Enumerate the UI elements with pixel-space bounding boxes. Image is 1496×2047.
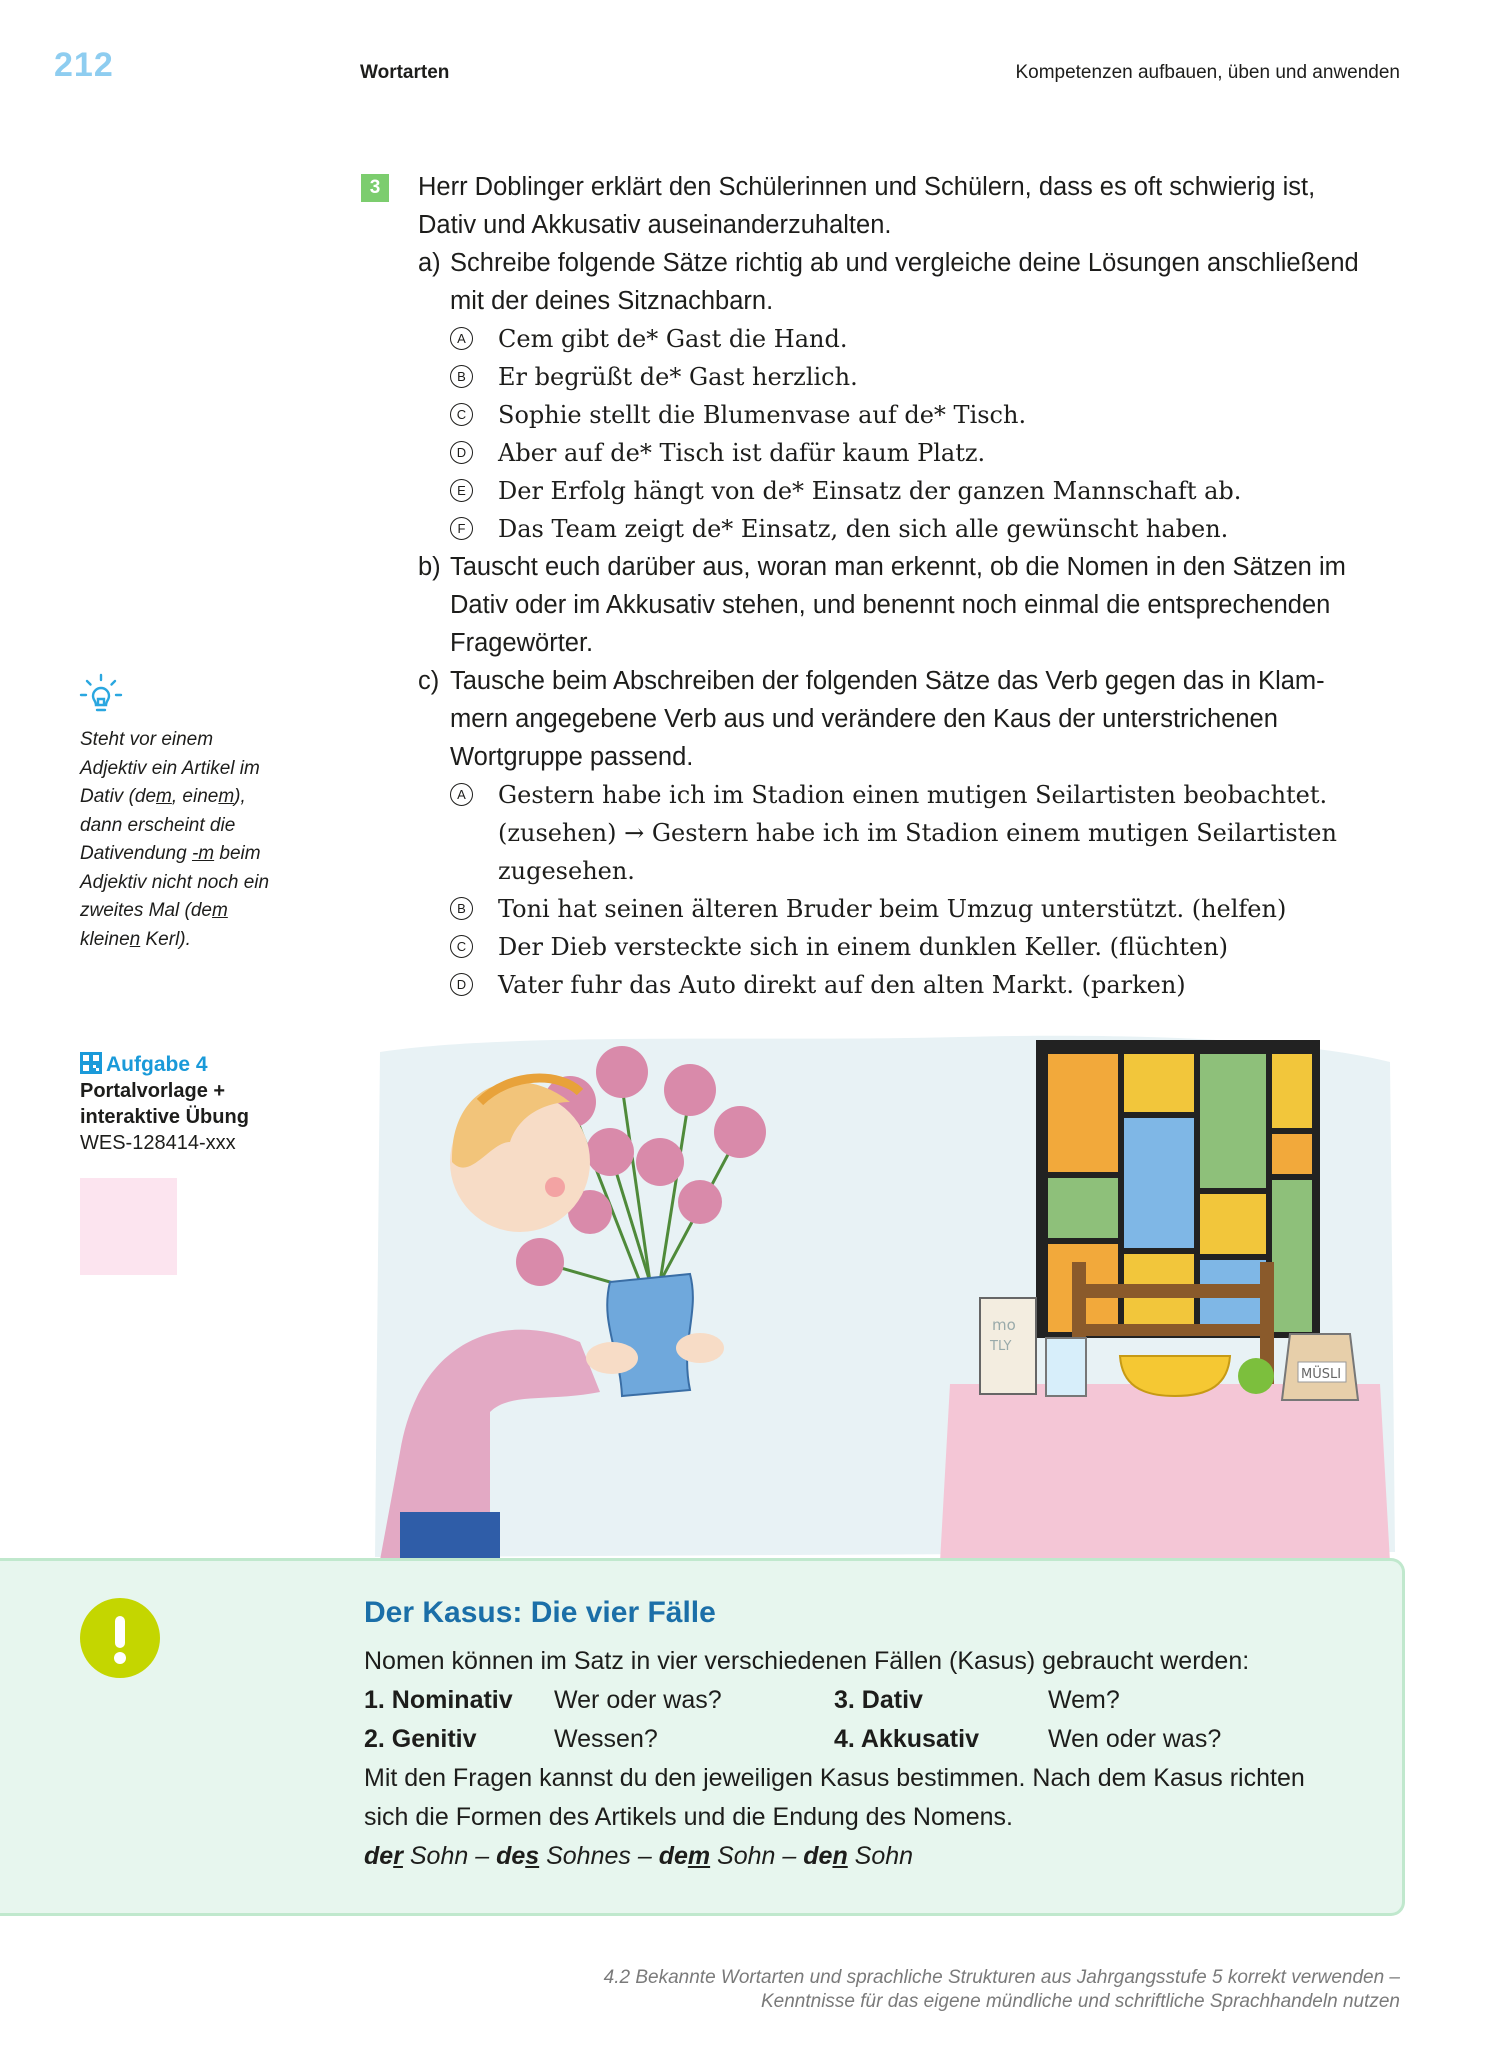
lightbulb-icon (78, 672, 124, 723)
tip-underlined: n (129, 928, 141, 950)
jar-label: MÜSLI (1301, 1367, 1342, 1382)
subtask-line: Tausche beim Abschreiben der folgenden Sätze das Verb gegen das in Klam- (450, 667, 1325, 695)
tip-underlined: m (156, 786, 172, 807)
sentence-text: (zusehen) → Gestern habe ich im Stadion einem mutigen Seilartisten (498, 819, 1337, 847)
case-row (364, 1720, 1364, 1759)
case-question: Wer oder was? (554, 1686, 722, 1714)
article-ending: m (687, 1842, 711, 1870)
sentence-text: Der Dieb versteckte sich in einem dunklen Keller. (flüchten) (498, 933, 1229, 961)
subtask-line: Wortgruppe passend. (450, 743, 694, 771)
tip-underlined: m (218, 786, 235, 807)
tip-underlined: -m (191, 843, 215, 864)
page-number: 212 (54, 46, 114, 84)
case-name: 1. Nominativ (364, 1686, 513, 1714)
section-title: Wortarten (360, 62, 450, 83)
sentence-c-D (418, 966, 1398, 1004)
letter-circle-icon: B (450, 365, 473, 388)
exclamation-icon (80, 1598, 160, 1678)
letter-circle-icon: E (450, 479, 473, 502)
article: de (364, 1842, 394, 1870)
task-number-badge: 3 (361, 174, 389, 202)
noun: Sohn (847, 1842, 914, 1870)
apple (1238, 1358, 1274, 1394)
task-intro-line: Herr Doblinger erklärt den Schülerinnen und Schülern, dass es oft schwierig ist, (418, 173, 1316, 201)
article: de (803, 1842, 833, 1870)
letter-circle-icon: D (450, 441, 473, 464)
tip-line (80, 897, 295, 926)
sentence-a-F (418, 510, 1398, 548)
sentence-c-A-continued (418, 814, 1398, 852)
sentence-text: Aber auf de* Tisch ist dafür kaum Platz. (498, 439, 986, 467)
noun: Sohn – (402, 1842, 497, 1870)
letter-circle-icon: A (450, 327, 473, 350)
sentence-c-A-continued (418, 852, 1398, 890)
tip-text: Dativendung (80, 843, 192, 864)
letter-circle-icon: C (450, 935, 473, 958)
task-3 (418, 168, 1398, 1004)
sentence-a-B (418, 358, 1398, 396)
sentence-a-C (418, 396, 1398, 434)
sentence-text: Gestern habe ich im Stadion einen mutigen Seilartisten beobachtet. (498, 781, 1328, 809)
article-ending: r (393, 1842, 403, 1870)
sentence-text: Cem gibt de* Gast die Hand. (498, 325, 848, 353)
aufgabe-code: WES-128414-xxx (80, 1132, 236, 1154)
carton-text: mo (992, 1316, 1016, 1334)
subtask-label: a) (418, 249, 441, 277)
info-outro: sich die Formen des Artikels und die Endung des Nomens. (364, 1803, 1013, 1831)
subtask-line: Tauscht euch darüber aus, woran man erkennt, ob die Nomen in den Sätzen im (450, 553, 1346, 581)
chapter-title: Kompetenzen aufbauen, üben und anwenden (1015, 62, 1400, 83)
sentence-text: Toni hat seinen älteren Bruder beim Umzug unterstützt. (helfen) (498, 895, 1287, 923)
subtask-label: b) (418, 553, 441, 581)
footer-line: Kenntnisse für das eigene mündliche und schriftliche Sprachhandeln nutzen (760, 1991, 1400, 2012)
letter-circle-icon: C (450, 403, 473, 426)
case-question: Wessen? (554, 1725, 658, 1753)
article: de (658, 1842, 688, 1870)
tip-text: Kerl). (140, 928, 191, 950)
tip-text: ), (234, 786, 246, 807)
qr-icon (80, 1052, 102, 1074)
letter-circle-icon: A (450, 783, 473, 806)
tip-text: zweites Mal (de (80, 900, 212, 921)
tip-line: Steht vor einem (80, 729, 214, 750)
tip-line (80, 926, 295, 955)
milk-carton (980, 1298, 1036, 1394)
article-ending: n (832, 1842, 848, 1870)
subtask-line: Fragewörter. (450, 629, 594, 657)
sentence-text: Er begrüßt de* Gast herzlich. (498, 363, 858, 391)
tip-text: beim (214, 843, 261, 864)
tip-line: Adjektiv ein Artikel im (80, 757, 260, 779)
letter-circle-icon: B (450, 897, 473, 920)
case-name: 3. Dativ (834, 1686, 923, 1714)
tip-line (80, 840, 295, 869)
article-example (364, 1837, 1364, 1876)
sentence-c-B (418, 890, 1398, 928)
subtask-c (418, 662, 1398, 776)
carton-text: TLY (990, 1339, 1012, 1354)
tip-text: , eine (171, 786, 219, 807)
subtask-line: mit der deines Sitznachbarn. (450, 287, 774, 315)
letter-circle-icon: F (450, 517, 473, 540)
sentence-text: zugesehen. (498, 857, 635, 885)
tip-text: kleine (80, 928, 130, 950)
tip-text: Dativ (de (80, 786, 157, 807)
sentence-text: Sophie stellt die Blumenvase auf de* Tisch. (498, 401, 1027, 429)
task-intro-line: Dativ und Akkusativ auseinanderzuhalten. (418, 211, 892, 239)
glass (1046, 1338, 1086, 1396)
case-question: Wen oder was? (1048, 1725, 1222, 1753)
case-name: 2. Genitiv (364, 1725, 477, 1753)
table (940, 1384, 1390, 1562)
footer-line: 4.2 Bekannte Wortarten und sprachliche Strukturen aus Jahrgangsstufe 5 korrekt verwenden – (603, 1967, 1400, 1988)
subtask-b (418, 548, 1398, 662)
sentence-a-D (418, 434, 1398, 472)
vase (607, 1274, 693, 1396)
info-intro: Nomen können im Satz in vier verschiedenen Fällen (Kasus) gebraucht werden: (364, 1647, 1250, 1675)
article-ending: s (525, 1842, 540, 1870)
info-box-title: Der Kasus: Die vier Fälle (364, 1596, 716, 1629)
sentence-a-A (418, 320, 1398, 358)
aufgabe-title-row (80, 1052, 310, 1078)
subtask-line: Dativ oder im Akkusativ stehen, und benennt noch einmal die entsprechenden (450, 591, 1331, 619)
footer-competence (420, 1966, 1400, 2014)
illustration (360, 1012, 1400, 1572)
sentence-text: Der Erfolg hängt von de* Einsatz der ganzen Mannschaft ab. (498, 477, 1242, 505)
sentence-c-A (418, 776, 1398, 814)
sentence-text: Vater fuhr das Auto direkt auf den alten Markt. (parken) (498, 971, 1186, 999)
tip-underlined: m (212, 900, 228, 921)
aufgabe-line: interaktive Übung (80, 1106, 249, 1128)
subtask-line: mern angegebene Verb aus und verändere den Kaus der unterstrichenen (450, 705, 1278, 733)
grammar-tip (80, 726, 295, 954)
case-row (364, 1681, 1364, 1720)
info-box-body (364, 1642, 1364, 1876)
article: de (496, 1842, 526, 1870)
sentence-a-E (418, 472, 1398, 510)
noun: Sohn – (710, 1842, 804, 1870)
noun: Sohnes – (539, 1842, 659, 1870)
case-name: 4. Akkusativ (834, 1725, 979, 1753)
placeholder-swatch (80, 1178, 177, 1275)
aufgabe-line: Portalvorlage + (80, 1080, 226, 1102)
tip-line: dann erscheint die (80, 814, 236, 836)
subtask-line: Schreibe folgende Sätze richtig ab und vergleiche deine Lösungen anschließend (450, 249, 1359, 277)
subtask-a (418, 244, 1398, 320)
sentence-text: Das Team zeigt de* Einsatz, den sich alle gewünscht haben. (498, 515, 1229, 543)
subtask-label: c) (418, 667, 440, 695)
aufgabe-link[interactable] (80, 1052, 310, 1156)
letter-circle-icon: D (450, 973, 473, 996)
aufgabe-title[interactable]: Aufgabe 4 (106, 1053, 208, 1076)
info-outro: Mit den Fragen kannst du den jeweiligen Kasus bestimmen. Nach dem Kasus richten (364, 1764, 1305, 1792)
tip-line (80, 783, 295, 812)
sentence-c-C (418, 928, 1398, 966)
tip-line: Adjektiv nicht noch ein (80, 871, 270, 893)
muesli-jar (1282, 1334, 1358, 1400)
case-question: Wem? (1048, 1686, 1120, 1714)
